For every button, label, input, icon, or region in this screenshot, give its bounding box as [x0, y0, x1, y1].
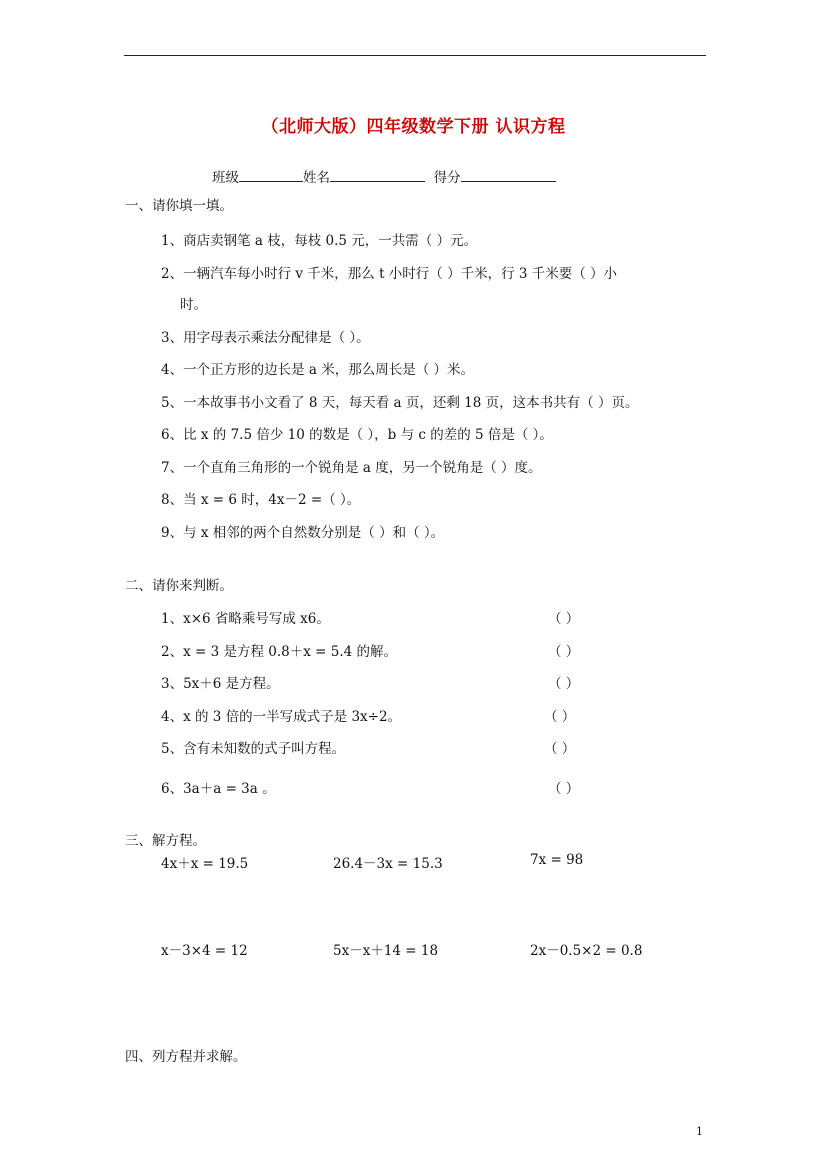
fill-item-6: 6、比 x 的 7.5 倍少 10 的数是（ ），b 与 c 的差的 5 倍是（ ）。 [161, 427, 553, 443]
judge-item-2: 2、x = 3 是方程 0.8＋x = 5.4 的解。 [161, 644, 398, 660]
judge-item-5: 5、含有未知数的式子叫方程。 [161, 741, 346, 757]
equation-3: 7x = 98 [530, 852, 584, 868]
class-blank [239, 169, 303, 182]
fill-item-2-continuation: 时。 [180, 297, 207, 313]
score-label: 得分 [433, 170, 461, 186]
judge-answer-6: （ ） [548, 781, 580, 797]
equation-6: 2x－0.5×2 = 0.8 [530, 943, 643, 959]
fill-item-7: 7、一个直角三角形的一个锐角是 a 度，另一个锐角是（ ）度。 [161, 460, 542, 476]
judge-item-1: 1、x×6 省略乘号写成 x6。 [161, 611, 330, 627]
fill-item-3: 3、用字母表示乘法分配律是（ ）。 [161, 330, 370, 346]
fill-item-5: 5、一本故事书小文看了 8 天，每天看 a 页，还剩 18 页，这本书共有（ ）页。 [161, 395, 639, 411]
section4-heading: 四、列方程并求解。 [125, 1049, 247, 1065]
fill-item-1: 1、商店卖钢笔 a 枝，每枝 0.5 元，一共需（ ）元。 [161, 233, 478, 249]
name-label: 姓名 [303, 170, 330, 186]
section1-heading: 一、请你填一填。 [125, 198, 233, 214]
class-label: 班级 [212, 170, 239, 186]
equation-4: x－3×4 = 12 [161, 943, 248, 959]
judge-answer-2: （ ） [548, 644, 580, 660]
fill-item-2: 2、一辆汽车每小时行 v 千米，那么 t 小时行（ ）千米，行 3 千米要（ ）小 [161, 266, 618, 282]
judge-answer-1: （ ） [548, 611, 580, 627]
score-blank [461, 169, 556, 182]
judge-item-3: 3、5x＋6 是方程。 [161, 676, 280, 692]
student-info-line [212, 166, 556, 186]
equation-1: 4x＋x = 19.5 [161, 856, 249, 872]
judge-answer-5: （ ） [544, 741, 576, 757]
fill-item-8: 8、当 x = 6 时，4x－2 =（ ）。 [161, 492, 361, 508]
judge-answer-4: （ ） [544, 709, 576, 725]
name-blank [330, 169, 425, 182]
judge-item-4: 4、x 的 3 倍的一半写成式子是 3x÷2。 [161, 709, 402, 725]
equation-2: 26.4－3x = 15.3 [333, 856, 443, 872]
header-rule [124, 55, 706, 56]
section3-heading: 三、解方程。 [125, 833, 206, 849]
page-number: 1 [696, 1125, 703, 1138]
fill-item-9: 9、与 x 相邻的两个自然数分别是（ ）和（ ）。 [161, 525, 445, 541]
section2-heading: 二、请你来判断。 [125, 578, 233, 594]
equation-5: 5x－x＋14 = 18 [333, 943, 439, 959]
judge-answer-3: （ ） [548, 676, 580, 692]
page-title: （北师大版）四年级数学下册 认识方程 [261, 117, 566, 137]
fill-item-4: 4、一个正方形的边长是 a 米，那么周长是（ ）米。 [161, 362, 475, 378]
judge-item-6: 6、3a＋a = 3a 。 [161, 781, 276, 797]
